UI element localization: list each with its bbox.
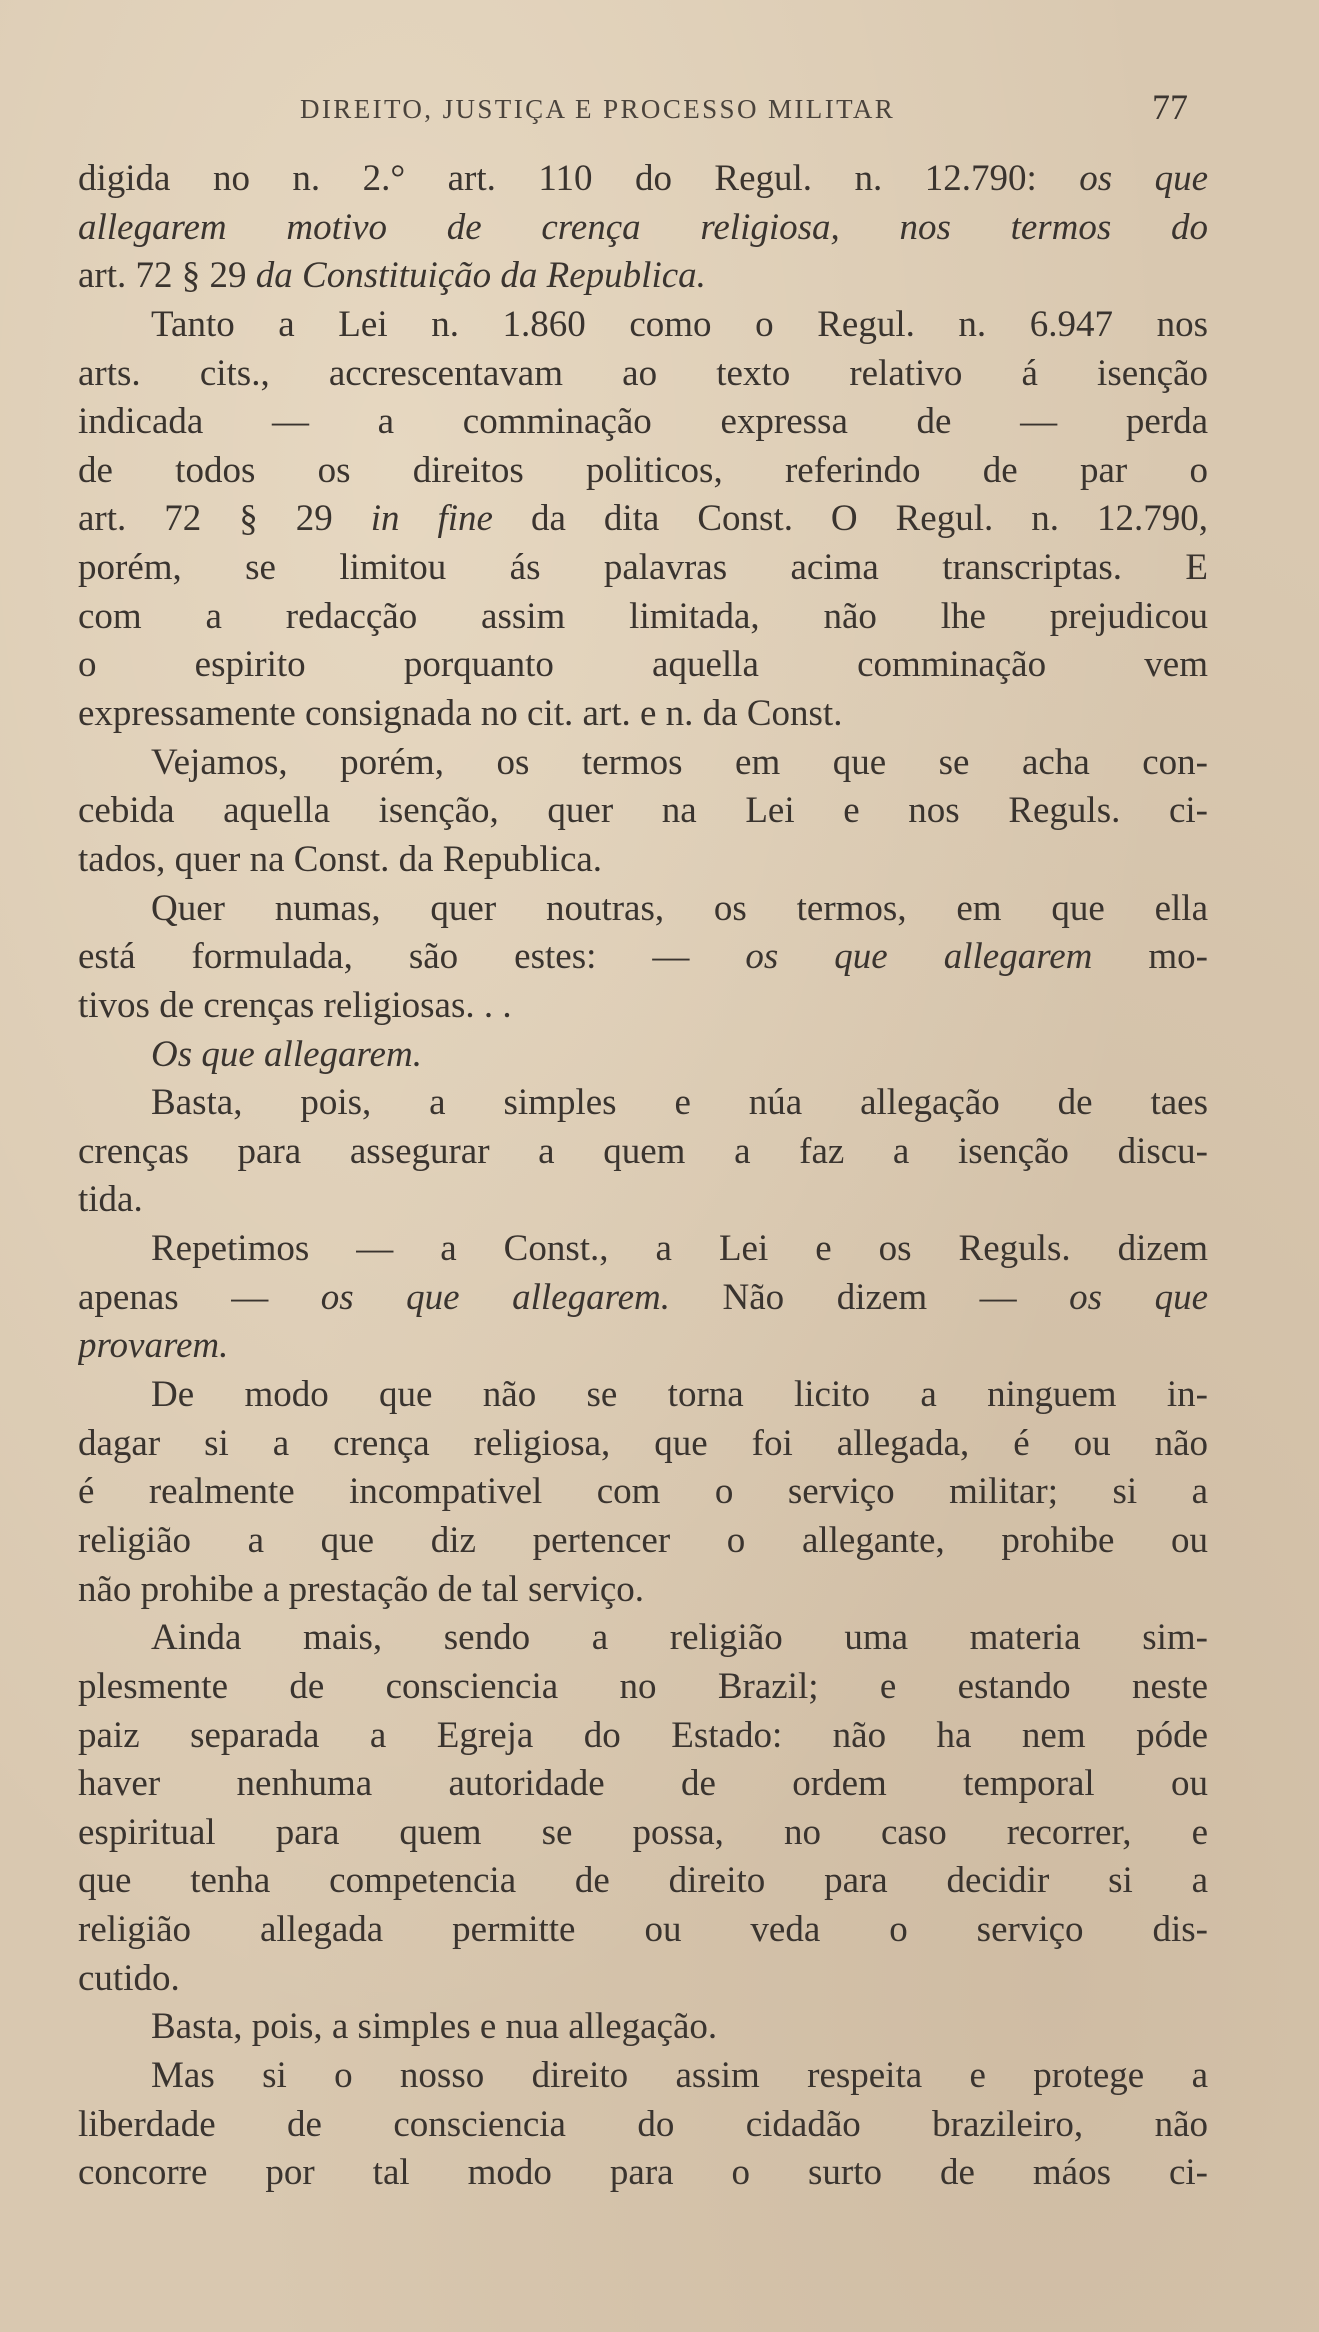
italic-text: allegarem motivo de crença religiosa, nos termos do [78,206,1208,248]
text-run: expressamente consignada no cit. art. e n. da Const. [78,693,843,735]
text-line [78,1566,1208,1615]
body-text [78,155,1208,2198]
text-run: tida. [78,1179,143,1221]
text-run: mo- [1092,936,1208,978]
text-run: digida no n. 2.° art. 110 do Regul. n. 12.790: [78,158,1080,199]
text-line [78,252,1208,301]
text-run: concorre por tal modo para o surto de máos ci- [78,2152,1208,2194]
italic-text: os que allegarem [745,936,1093,978]
italic-text: da Constituição da Republica. [255,255,706,297]
text-run: Não dizem — [670,1276,1070,1318]
text-run: indicada — a comminação expressa de — perda [78,401,1208,443]
text-run: Basta, pois, a simples e núa allegação de taes [151,1082,1208,1124]
text-run: religião a que diz pertencer o allegante, prohibe ou [78,1519,1208,1561]
text-line [78,155,1208,204]
page-number: 77 [1152,87,1188,127]
text-line [78,1663,1208,1712]
text-run: Basta, pois, a simples e nua allegação. [151,2006,718,2048]
text-line [78,1031,1208,1080]
text-line [78,2149,1208,2198]
text-line [78,1955,1208,2004]
text-run: apenas — [78,1276,321,1318]
page-header [78,78,1208,138]
text-line [78,1809,1208,1858]
text-run: espiritual para quem se possa, no caso recorrer, e [78,1811,1208,1853]
text-line [78,1128,1208,1177]
text-line [78,1906,1208,1955]
text-run: art. 72 § 29 [78,498,371,540]
text-run: paiz separada a Egreja do Estado: não ha nem póde [78,1714,1208,1756]
text-run: crenças para assegurar a quem a faz a isenção discu- [78,1130,1208,1172]
text-line [78,1468,1208,1517]
text-run: De modo que não se torna licito a ninguem in- [151,1374,1208,1416]
text-line [78,544,1208,593]
italic-text: Os que allegarem. [151,1033,422,1075]
text-line [78,933,1208,982]
text-line [78,641,1208,690]
text-line [78,885,1208,934]
text-run: está formulada, são estes: — [78,936,746,978]
text-line [78,447,1208,496]
text-line [78,204,1208,253]
text-line [78,1712,1208,1761]
text-line [78,1274,1208,1323]
text-line [78,1225,1208,1274]
text-line [78,690,1208,739]
text-run: com a redacção assim limitada, não lhe prejudicou [78,595,1208,637]
text-line [78,836,1208,885]
text-line [78,593,1208,642]
text-line [78,2052,1208,2101]
italic-text: os que allegarem. [320,1276,670,1318]
text-line [78,2003,1208,2052]
text-run: de todos os direitos politicos, referindo de par o [78,449,1208,491]
text-line [78,1420,1208,1469]
italic-text: in fine [370,498,493,540]
italic-text: os que [1069,1276,1208,1318]
text-run: é realmente incompativel com o serviço militar; si a [78,1471,1208,1513]
text-line [78,495,1208,544]
text-run: tivos de crenças religiosas. . . [78,984,512,1026]
text-run: arts. cits., accrescentavam ao texto relativo á isenção [78,352,1208,394]
text-run: porém, se limitou ás palavras acima transcriptas. E [78,547,1208,589]
text-line [78,398,1208,447]
text-run: Tanto a Lei n. 1.860 como o Regul. n. 6.947 nos [151,303,1208,345]
text-run: Ainda mais, sendo a religião uma materia sim- [151,1617,1208,1659]
text-line [78,1322,1208,1371]
text-run: dagar si a crença religiosa, que foi allegada, é ou não [78,1422,1208,1464]
text-line [78,350,1208,399]
text-run: religião allegada permitte ou veda o serviço dis- [78,1909,1208,1951]
text-run: art. 72 § 29 [78,255,256,297]
text-run: Vejamos, porém, os termos em que se acha con- [151,741,1208,783]
italic-text: provarem. [78,1325,229,1367]
text-line [78,301,1208,350]
text-run: plesmente de consciencia no Brazil; e estando neste [78,1665,1208,1707]
text-run: Repetimos — a Const., a Lei e os Reguls. dizem [151,1228,1208,1270]
text-line [78,1371,1208,1420]
text-line [78,2101,1208,2150]
italic-text: os que [1079,158,1208,199]
text-line [78,1079,1208,1128]
text-run: o espirito porquanto aquella comminação vem [78,644,1208,686]
text-line [78,982,1208,1031]
text-run: haver nenhuma autoridade de ordem temporal ou [78,1763,1208,1805]
text-line [78,739,1208,788]
text-run: não prohibe a prestação de tal serviço. [78,1568,645,1610]
text-run: tados, quer na Const. da Republica. [78,838,603,880]
text-line [78,787,1208,836]
text-line [78,1857,1208,1906]
running-head: DIREITO, JUSTIÇA E PROCESSO MILITAR [300,94,896,124]
text-line [78,1517,1208,1566]
text-run: Mas si o nosso direito assim respeita e protege a [151,2054,1208,2096]
text-line [78,1760,1208,1809]
text-run: da dita Const. O Regul. n. 12.790, [492,498,1208,540]
text-run: liberdade de consciencia do cidadão brazileiro, não [78,2103,1208,2145]
text-line [78,1176,1208,1225]
text-run: cutido. [78,1957,180,1999]
text-run: cebida aquella isenção, quer na Lei e nos Reguls. ci- [78,790,1208,832]
text-line [78,1614,1208,1663]
text-run: que tenha competencia de direito para decidir si a [78,1860,1208,1902]
text-run: Quer numas, quer noutras, os termos, em que ella [151,887,1208,929]
